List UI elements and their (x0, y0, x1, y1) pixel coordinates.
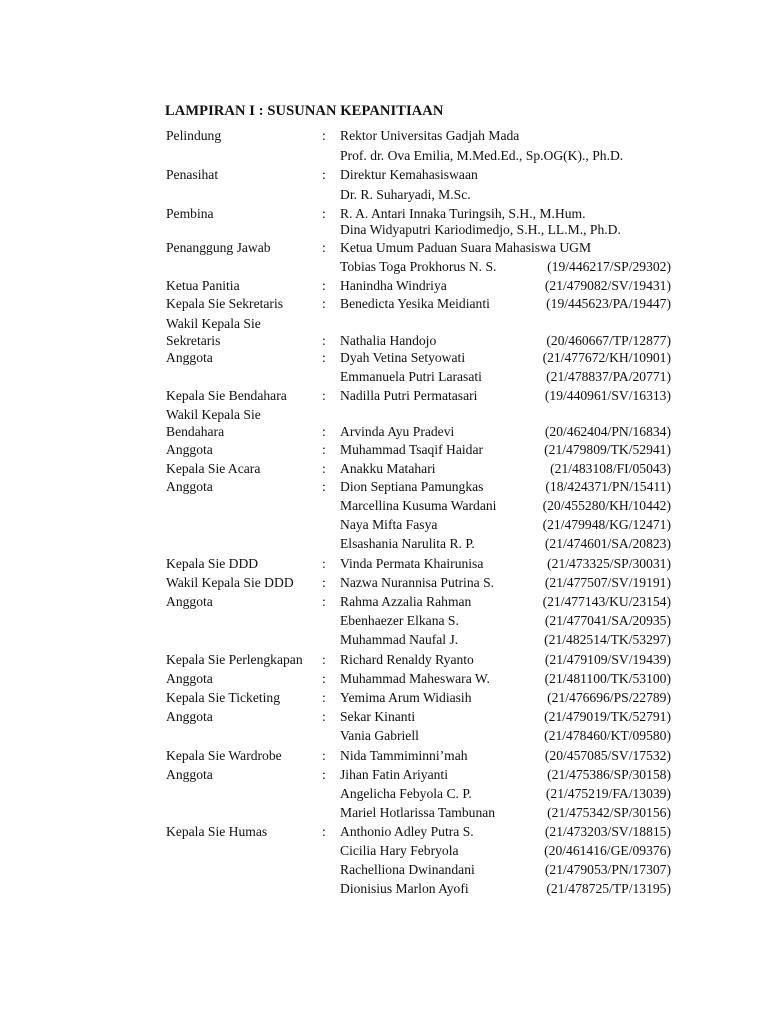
student-id: (21/479019/TK/52791) (544, 709, 671, 724)
member-name: Dr. R. Suharyadi, M.Sc. (340, 187, 471, 202)
student-id: (21/479082/SV/19431) (544, 278, 671, 293)
student-id: (19/440961/SV/16313) (544, 388, 671, 403)
colon-separator: : (322, 690, 326, 705)
member-name: Anakku Matahari (340, 461, 436, 476)
role-label: Penanggung Jawab (166, 240, 271, 255)
member-name: Tobias Toga Prokhorus N. S. (340, 259, 497, 274)
role-label: Bendahara (166, 424, 225, 439)
member-name: Mariel Hotlarissa Tambunan (340, 805, 496, 820)
member-name: Nadilla Putri Permatasari (340, 388, 478, 403)
member-name: Muhammad Tsaqif Haidar (340, 442, 484, 457)
member-name: Muhammad Naufal J. (340, 632, 459, 647)
member-name: Prof. dr. Ova Emilia, M.Med.Ed., Sp.OG(K)., Ph.D. (340, 148, 624, 163)
student-id: (21/477143/KU/23154) (542, 594, 671, 609)
student-id: (21/477672/KH/10901) (542, 350, 671, 365)
role-label: Kepala Sie Bendahara (166, 388, 287, 403)
member-name: Emmanuela Putri Larasati (340, 369, 482, 384)
role-label: Anggota (166, 767, 213, 782)
member-name: Dion Septiana Pamungkas (340, 479, 484, 494)
member-name: Ketua Umum Paduan Suara Mahasiswa UGM (340, 240, 592, 255)
role-label: Kepala Sie Wardrobe (166, 748, 282, 763)
member-name: Angelicha Febyola C. P. (340, 786, 472, 801)
student-id: (21/476696/PS/22789) (547, 690, 671, 705)
role-label: Anggota (166, 709, 213, 724)
member-name: Jihan Fatin Ariyanti (340, 767, 448, 782)
role-label: Kepala Sie Sekretaris (166, 296, 284, 311)
role-label: Kepala Sie DDD (166, 556, 259, 571)
colon-separator: : (322, 824, 326, 839)
role-label: Anggota (166, 594, 213, 609)
student-id: (20/462404/PN/16834) (544, 424, 671, 439)
role-label: Ketua Panitia (166, 278, 240, 293)
student-id: (21/477041/SA/20935) (544, 613, 671, 628)
member-name: Yemima Arum Widiasih (340, 690, 472, 705)
colon-separator: : (322, 709, 326, 724)
role-label: Anggota (166, 479, 213, 494)
member-name: Marcellina Kusuma Wardani (340, 498, 497, 513)
member-name: Anthonio Adley Putra S. (340, 824, 474, 839)
member-name: Sekar Kinanti (340, 709, 416, 724)
student-id: (21/479948/KG/12471) (542, 517, 671, 532)
member-name: Ebenhaezer Elkana S. (340, 613, 459, 628)
member-name: R. A. Antari Innaka Turingsih, S.H., M.Hum. (340, 206, 586, 221)
role-label: Anggota (166, 350, 213, 365)
student-id: (21/478837/PA/20771) (546, 369, 671, 384)
colon-separator: : (322, 206, 326, 221)
member-name: Vinda Permata Khairunisa (340, 556, 484, 571)
member-name: Cicilia Hary Febryola (340, 843, 459, 858)
colon-separator: : (322, 748, 326, 763)
colon-separator: : (322, 594, 326, 609)
colon-separator: : (322, 442, 326, 457)
student-id: (21/475386/SP/30158) (547, 767, 671, 782)
member-name: Rektor Universitas Gadjah Mada (340, 128, 520, 143)
student-id: (21/474601/SA/20823) (544, 536, 671, 551)
member-name: Rachelliona Dwinandani (340, 862, 475, 877)
student-id: (21/483108/FI/05043) (550, 461, 671, 476)
role-label: Kepala Sie Ticketing (166, 690, 281, 705)
role-label: Pelindung (166, 128, 222, 143)
student-id: (21/473325/SP/30031) (547, 556, 671, 571)
colon-separator: : (322, 128, 326, 143)
student-id: (21/473203/SV/18815) (544, 824, 671, 839)
colon-separator: : (322, 296, 326, 311)
member-name: Nathalia Handojo (340, 333, 437, 348)
colon-separator: : (322, 333, 326, 348)
role-label: Anggota (166, 671, 213, 686)
student-id: (20/457085/SV/17532) (544, 748, 671, 763)
colon-separator: : (322, 461, 326, 476)
role-label: Pembina (166, 206, 214, 221)
colon-separator: : (322, 652, 326, 667)
student-id: (20/460667/TP/12877) (546, 333, 671, 348)
member-name: Muhammad Maheswara W. (340, 671, 490, 686)
role-label: Wakil Kepala Sie DDD (166, 575, 294, 590)
member-name: Direktur Kemahasiswaan (340, 167, 478, 182)
member-name: Dyah Vetina Setyowati (340, 350, 466, 365)
member-name: Richard Renaldy Ryanto (340, 652, 474, 667)
colon-separator: : (322, 278, 326, 293)
colon-separator: : (322, 167, 326, 182)
student-id: (21/475219/FA/13039) (545, 786, 671, 801)
colon-separator: : (322, 575, 326, 590)
colon-separator: : (322, 240, 326, 255)
student-id: (19/445623/PA/19447) (546, 296, 671, 311)
student-id: (21/478725/TP/13195) (546, 881, 671, 896)
member-name: Nazwa Nurannisa Putrina S. (340, 575, 495, 590)
member-name: Hanindha Windriya (340, 278, 447, 293)
member-name: Nida Tammiminni’mah (340, 748, 468, 763)
student-id: (20/455280/KH/10442) (542, 498, 671, 513)
student-id: (20/461416/GE/09376) (544, 843, 671, 858)
student-id: (21/479053/PN/17307) (544, 862, 671, 877)
student-id: (19/446217/SP/29302) (547, 259, 671, 274)
colon-separator: : (322, 424, 326, 439)
member-name: Elsashania Narulita R. P. (340, 536, 475, 551)
member-name: Rahma Azzalia Rahman (340, 594, 472, 609)
member-name: Vania Gabriell (340, 728, 419, 743)
colon-separator: : (322, 388, 326, 403)
role-label: Anggota (166, 442, 213, 457)
role-label: Kepala Sie Perlengkapan (166, 652, 303, 667)
colon-separator: : (322, 479, 326, 494)
member-name: Benedicta Yesika Meidianti (340, 296, 490, 311)
student-id: (21/478460/KT/09580) (544, 728, 671, 743)
member-name: Naya Mifta Fasya (340, 517, 438, 532)
role-label: Wakil Kepala Sie (166, 316, 261, 331)
colon-separator: : (322, 671, 326, 686)
member-name: Dionisius Marlon Ayofi (340, 881, 469, 896)
colon-separator: : (322, 350, 326, 365)
member-name: Arvinda Ayu Pradevi (340, 424, 455, 439)
page-title: LAMPIRAN I : SUSUNAN KEPANITIAAN (165, 103, 444, 119)
colon-separator: : (322, 767, 326, 782)
member-name: Dina Widyaputri Kariodimedjo, S.H., LL.M., Ph.D. (340, 222, 621, 237)
role-label: Kepala Sie Acara (166, 461, 261, 476)
role-label: Sekretaris (166, 333, 221, 348)
student-id: (21/479109/SV/19439) (544, 652, 671, 667)
student-id: (21/482514/TK/53297) (544, 632, 671, 647)
student-id: (21/479809/TK/52941) (544, 442, 671, 457)
role-label: Penasihat (166, 167, 219, 182)
role-label: Kepala Sie Humas (166, 824, 268, 839)
role-label: Wakil Kepala Sie (166, 407, 261, 422)
student-id: (18/424371/PN/15411) (545, 479, 671, 494)
student-id: (21/481100/TK/53100) (544, 671, 671, 686)
student-id: (21/477507/SV/19191) (544, 575, 671, 590)
student-id: (21/475342/SP/30156) (547, 805, 671, 820)
colon-separator: : (322, 556, 326, 571)
